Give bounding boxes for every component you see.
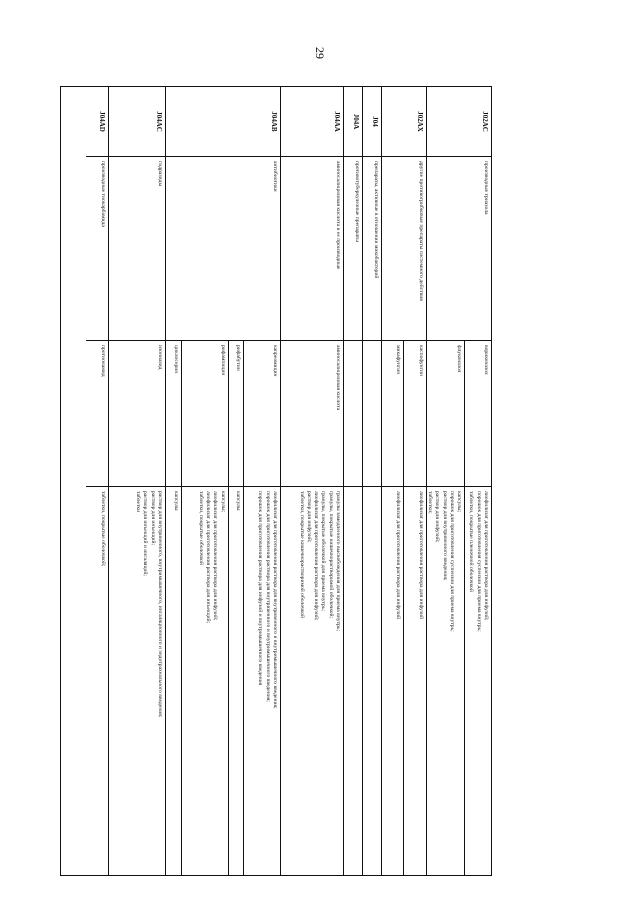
anatomical-therapeutic-group: препараты, активные в отношении микобактерий bbox=[363, 157, 381, 341]
table-row bbox=[86, 87, 108, 875]
atc-code: J04AC bbox=[109, 87, 165, 157]
dosage-form: порошок для приготовления суспензии для приема внутрь; bbox=[475, 491, 482, 632]
dosage-form: лиофилизат для приготовления раствора для инфузий; bbox=[483, 491, 489, 621]
drug-entry bbox=[464, 341, 491, 875]
dosage-form: лиофилизат для приготовления раствора для инфузий bbox=[395, 491, 402, 619]
drug-name: циклосерин bbox=[166, 341, 181, 487]
drug-entry bbox=[86, 341, 108, 875]
dosage-forms bbox=[109, 487, 165, 875]
drug-entry bbox=[344, 341, 362, 875]
drug-name: микафунгин bbox=[382, 341, 404, 487]
drug-entry bbox=[427, 341, 464, 875]
dosage-forms bbox=[244, 487, 280, 875]
dosage-form: таблетки, покрытые пленочной оболочкой bbox=[468, 491, 475, 592]
drug-name bbox=[344, 341, 362, 487]
drug-list bbox=[281, 341, 343, 875]
drug-entry bbox=[404, 341, 427, 875]
dosage-form: лиофилизат для приготовления раствора для инфузий bbox=[418, 491, 424, 619]
dosage-forms bbox=[182, 487, 228, 875]
dosage-forms bbox=[281, 487, 343, 875]
dosage-form: гранулы, покрытые кишечнорастворимой оболочкой; bbox=[327, 491, 334, 619]
drug-list bbox=[382, 341, 426, 875]
dosage-form: раствор для внутривенного введения; bbox=[441, 491, 448, 581]
anatomical-therapeutic-group: антибиотики bbox=[166, 157, 280, 341]
drug-entry bbox=[363, 341, 381, 875]
dosage-forms bbox=[86, 487, 108, 875]
anatomical-therapeutic-group: противотуберкулезные препараты bbox=[344, 157, 362, 341]
drug-entry bbox=[281, 341, 343, 875]
dosage-form: лиофилизат для приготовления раствора для инфузий; bbox=[313, 491, 320, 621]
dosage-form: гранулы, покрытые оболочкой для приема внутрь; bbox=[320, 491, 327, 611]
dosage-form: капсулы bbox=[235, 491, 242, 511]
dosage-form: лиофилизат для приготовления раствора для инъекций; bbox=[205, 491, 212, 624]
dosage-form: таблетки, покрытые кишечнорастворимой оболочкой bbox=[298, 491, 305, 619]
drug-name: рифабутин bbox=[229, 341, 244, 487]
drug-name: рифампицин bbox=[182, 341, 228, 487]
dosage-forms bbox=[465, 487, 491, 875]
dosage-form: порошок для приготовления суспензии для приема внутрь; bbox=[448, 491, 455, 632]
anatomical-therapeutic-group: другие противогрибковые препараты системного действия bbox=[382, 157, 426, 341]
drug-entry bbox=[228, 341, 244, 875]
drug-list bbox=[86, 341, 108, 875]
drug-list bbox=[363, 341, 381, 875]
dosage-form: раствор для инъекций; bbox=[149, 491, 156, 546]
dosage-form: таблетки, покрытые оболочкой bbox=[197, 491, 204, 565]
drug-name: капреомицин bbox=[244, 341, 280, 487]
drug-list bbox=[109, 341, 165, 875]
drug-name: каспофунгин bbox=[405, 341, 427, 487]
drug-name: изониазид bbox=[109, 341, 165, 487]
dosage-forms bbox=[382, 487, 404, 875]
dosage-form: раствор для инфузий; bbox=[305, 491, 312, 543]
drug-list bbox=[344, 341, 362, 875]
table-row bbox=[343, 87, 362, 875]
table-row bbox=[381, 87, 426, 875]
anatomical-therapeutic-group: гидразиды bbox=[109, 157, 165, 341]
drug-name: вориконазол bbox=[465, 341, 491, 487]
dosage-form: лиофилизат для приготовления раствора для внутривенного и внутримышечного введения; bbox=[272, 491, 278, 709]
atc-code: J04AB bbox=[166, 87, 280, 157]
anatomical-therapeutic-group: производные тиокарбамида bbox=[86, 157, 108, 341]
dosage-forms bbox=[405, 487, 427, 875]
table-row bbox=[108, 87, 165, 875]
atc-code: J04AA bbox=[281, 87, 343, 157]
drug-name: протионамид bbox=[86, 341, 108, 487]
drug-name: флуконазол bbox=[427, 341, 464, 487]
dosage-form: таблетки bbox=[135, 491, 142, 513]
atc-code: J04A bbox=[344, 87, 362, 157]
dosage-form: таблетки; bbox=[427, 491, 434, 514]
dosage-form: лиофилизат для приготовления раствора для инфузий; bbox=[212, 491, 219, 621]
drug-entry bbox=[181, 341, 228, 875]
dosage-forms bbox=[363, 487, 381, 875]
drug-table bbox=[60, 86, 492, 876]
drug-list bbox=[166, 341, 280, 875]
table-row bbox=[165, 87, 280, 875]
dosage-form: раствор для внутривенного, внутримышечного, ингаляционного и эндотрахеального введения; bbox=[157, 491, 163, 718]
atc-code: J04AD bbox=[86, 87, 108, 157]
dosage-forms bbox=[427, 487, 464, 875]
drug-name bbox=[363, 341, 381, 487]
drug-entry bbox=[166, 341, 181, 875]
drug-entry bbox=[109, 341, 165, 875]
dosage-form: порошок для приготовления раствора для инфузий и внутримышечного введения bbox=[257, 491, 264, 686]
dosage-form: порошок для приготовления раствора для внутривенного и внутримышечного введения; bbox=[264, 491, 271, 702]
table-row bbox=[280, 87, 343, 875]
drug-table-frame bbox=[60, 86, 492, 876]
drug-name: аминосалициловая кислота bbox=[281, 341, 343, 487]
atc-code: J04 bbox=[363, 87, 381, 157]
dosage-form: гранулы замедленного высвобождения для приема внутрь; bbox=[335, 491, 341, 632]
dosage-forms bbox=[229, 487, 244, 875]
table-row bbox=[426, 87, 491, 875]
drug-list bbox=[427, 341, 491, 875]
dosage-form: таблетки, покрытые оболочкой; bbox=[100, 491, 106, 567]
atc-code: J02AX bbox=[382, 87, 426, 157]
dosage-form: капсулы; bbox=[456, 491, 463, 513]
anatomical-therapeutic-group: производные триазола bbox=[427, 157, 491, 341]
dosage-form: раствор для инфузий; bbox=[434, 491, 441, 543]
page-number: 29 bbox=[313, 47, 328, 59]
dosage-forms bbox=[166, 487, 181, 875]
dosage-form: капсулы; bbox=[219, 491, 226, 513]
atc-code: J02AC bbox=[427, 87, 491, 157]
drug-entry bbox=[243, 341, 280, 875]
anatomical-therapeutic-group: аминосалициловая кислота и ее производные bbox=[281, 157, 343, 341]
drug-entry bbox=[382, 341, 404, 875]
dosage-form: капсулы bbox=[172, 491, 179, 511]
table-row bbox=[362, 87, 381, 875]
dosage-forms bbox=[344, 487, 362, 875]
dosage-form: раствор для инъекций и ингаляций; bbox=[142, 491, 149, 576]
